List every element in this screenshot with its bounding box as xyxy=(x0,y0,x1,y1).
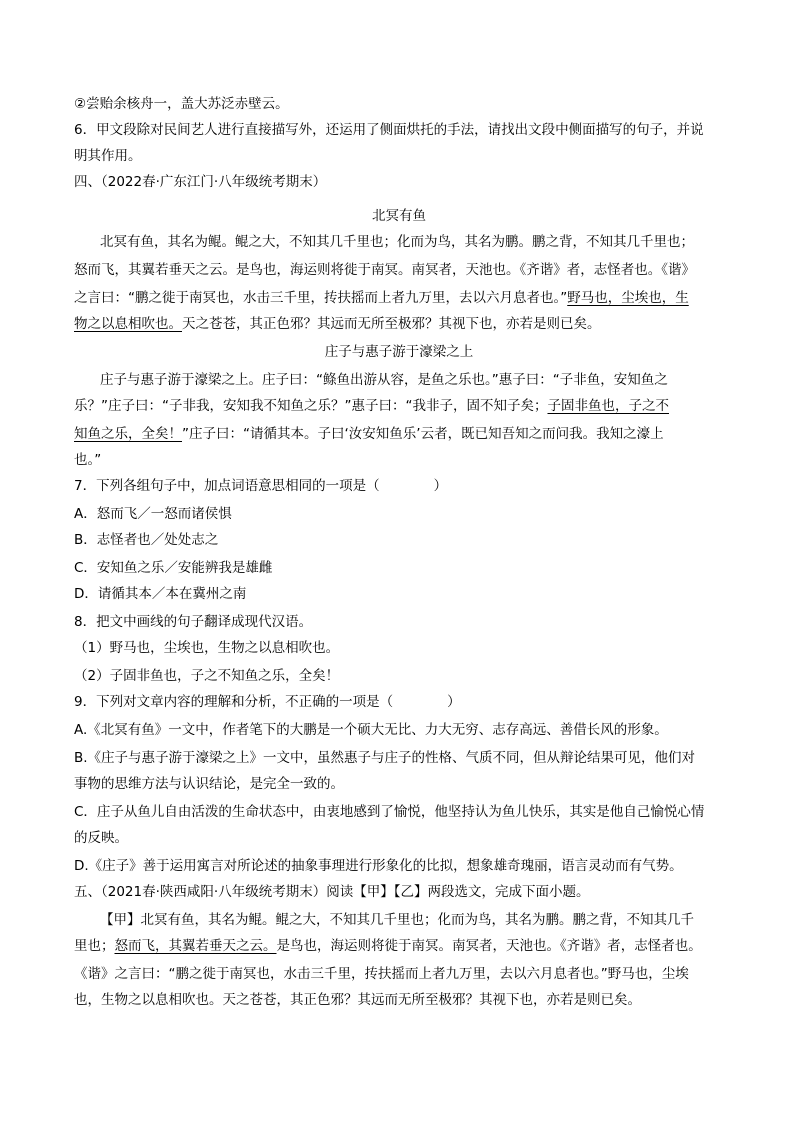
passage-text: 天之苍苍，其正色邪？其远而无所至极邪？其视下也，亦若是则已矣。 xyxy=(182,316,601,332)
text-line: ②尝贻余核舟一，盖大苏泛赤壁云。 xyxy=(74,96,289,112)
passage-text: 之言曰：“鹏之徙于南冥也，水击三千里，抟扶摇而上者九万里，去以六月息者也。” xyxy=(74,290,568,306)
passage-line: 《谐》之言曰：“鹏之徙于南冥也，水击三千里，抟扶摇而上者九万里，去以六月息者也。”野马也，尘埃 xyxy=(74,966,689,982)
passage-line: 也，生物之以息相吹也。天之苍苍，其正色邪？其远而无所至极邪？其视下也，亦若是则已矣。 xyxy=(74,992,641,1008)
underlined-sentence: 怒而飞，其翼若垂天之云。 xyxy=(114,938,277,954)
option-c: C．安知鱼之乐／安能辨我是雄雌 xyxy=(74,560,273,576)
underlined-sentence: 子固非鱼也，子之不 xyxy=(547,398,669,414)
question-6: 6．甲文段除对民间艺人进行直接描写外，还运用了侧面烘托的手法，请找出文段中侧面描写的句子，并说 xyxy=(74,122,704,138)
section-five-heading: 五、（2021春·陕西咸阳·八年级统考期末）阅读【甲】【乙】两段选文，完成下面小题。 xyxy=(74,884,590,900)
passage-line xyxy=(74,314,724,334)
passage-line xyxy=(74,424,724,444)
passage-line: 庄子与惠子游于濠梁之上。庄子曰：“鲦鱼出游从容，是鱼之乐也。”惠子曰：“子非鱼，安知鱼之 xyxy=(100,372,668,388)
text-line: 明其作用。 xyxy=(74,148,142,164)
passage-line: 北冥有鱼，其名为鲲。鲲之大，不知其几千里也；化而为鸟，其名为鹏。鹏之背，不知其几千里也； xyxy=(100,234,694,250)
underlined-sentence: 野马也，尘埃也，生 xyxy=(567,290,689,306)
option-d: D.《庄子》善于运用寓言对所论述的抽象事理进行形象化的比拟，想象雄奇瑰丽，语言灵动而有气势。 xyxy=(74,858,683,874)
question-9: 9．下列对文章内容的理解和分析，不正确的一项是（ ） xyxy=(74,694,461,710)
question-8: 8．把文中画线的句子翻译成现代汉语。 xyxy=(74,614,313,630)
passage-line: 【甲】北冥有鱼，其名为鲲。鲲之大，不知其几千里也；化而为鸟，其名为鹏。鹏之背，不知其几千 xyxy=(100,912,694,928)
option-b-cont: 事物的思维方法与认识结论，是完全一致的。 xyxy=(74,776,344,792)
passage-line: 也。” xyxy=(74,452,102,468)
section-four-heading: 四、（2022春·广东江门·八年级统考期末） xyxy=(74,174,327,190)
passage-line: 怒而飞，其翼若垂天之云。是鸟也，海运则将徙于南冥。南冥者，天池也。《齐谐》者，志怪者也。《谐》 xyxy=(74,262,695,278)
underlined-sentence: 物之以息相吹也。 xyxy=(74,316,182,332)
question-8-item-2: （2）子固非鱼也，子之不知鱼之乐，全矣！ xyxy=(74,668,340,684)
question-8-item-1: （1）野马也，尘埃也，生物之以息相吹也。 xyxy=(74,640,340,656)
passage-text: 是鸟也，海运则将徙于南冥。南冥者，天池也。《齐谐》者，志怪者也。 xyxy=(276,938,702,954)
option-a: A.《北冥有鱼》一文中，作者笔下的大鹏是一个硕大无比、力大无穷、志存高远、善借长风的形象。 xyxy=(74,722,668,738)
option-b: B．志怪者也／处处志之 xyxy=(74,532,219,548)
option-c-cont: 的反映。 xyxy=(74,830,128,846)
underlined-sentence: 知鱼之乐，全矣！ xyxy=(74,426,182,442)
option-c: C．庄子从鱼儿自由活泼的生命状态中，由衷地感到了愉悦，他坚持认为鱼儿快乐，其实是他自己愉悦心情 xyxy=(74,804,705,820)
passage-text: ”庄子曰：“请循其本。子曰‘汝安知鱼乐’云者，既已知吾知之而问我。我知之濠上 xyxy=(182,426,664,442)
passage-text: 乐？”庄子曰：“子非我，安知我不知鱼之乐？”惠子曰：“我非子，固不知子矣； xyxy=(74,398,548,414)
option-d: D．请循其本／本在冀州之南 xyxy=(74,586,247,602)
passage-text: 里也； xyxy=(74,938,115,954)
passage-line xyxy=(74,288,724,308)
option-a: A．怒而飞／一怒而诸侯惧 xyxy=(74,506,232,522)
passage-line xyxy=(74,936,724,956)
question-7: 7．下列各组句子中，加点词语意思相同的一项是（ ） xyxy=(74,478,448,494)
passage-title-zhuangzi: 庄子与惠子游于濠梁之上 xyxy=(324,344,474,360)
passage-line xyxy=(74,396,724,416)
option-b: B.《庄子与惠子游于濠梁之上》一文中，虽然惠子与庄子的性格、气质不同，但从辩论结果可见，他们对 xyxy=(74,750,696,766)
passage-title-beiming: 北冥有鱼 xyxy=(372,208,426,224)
